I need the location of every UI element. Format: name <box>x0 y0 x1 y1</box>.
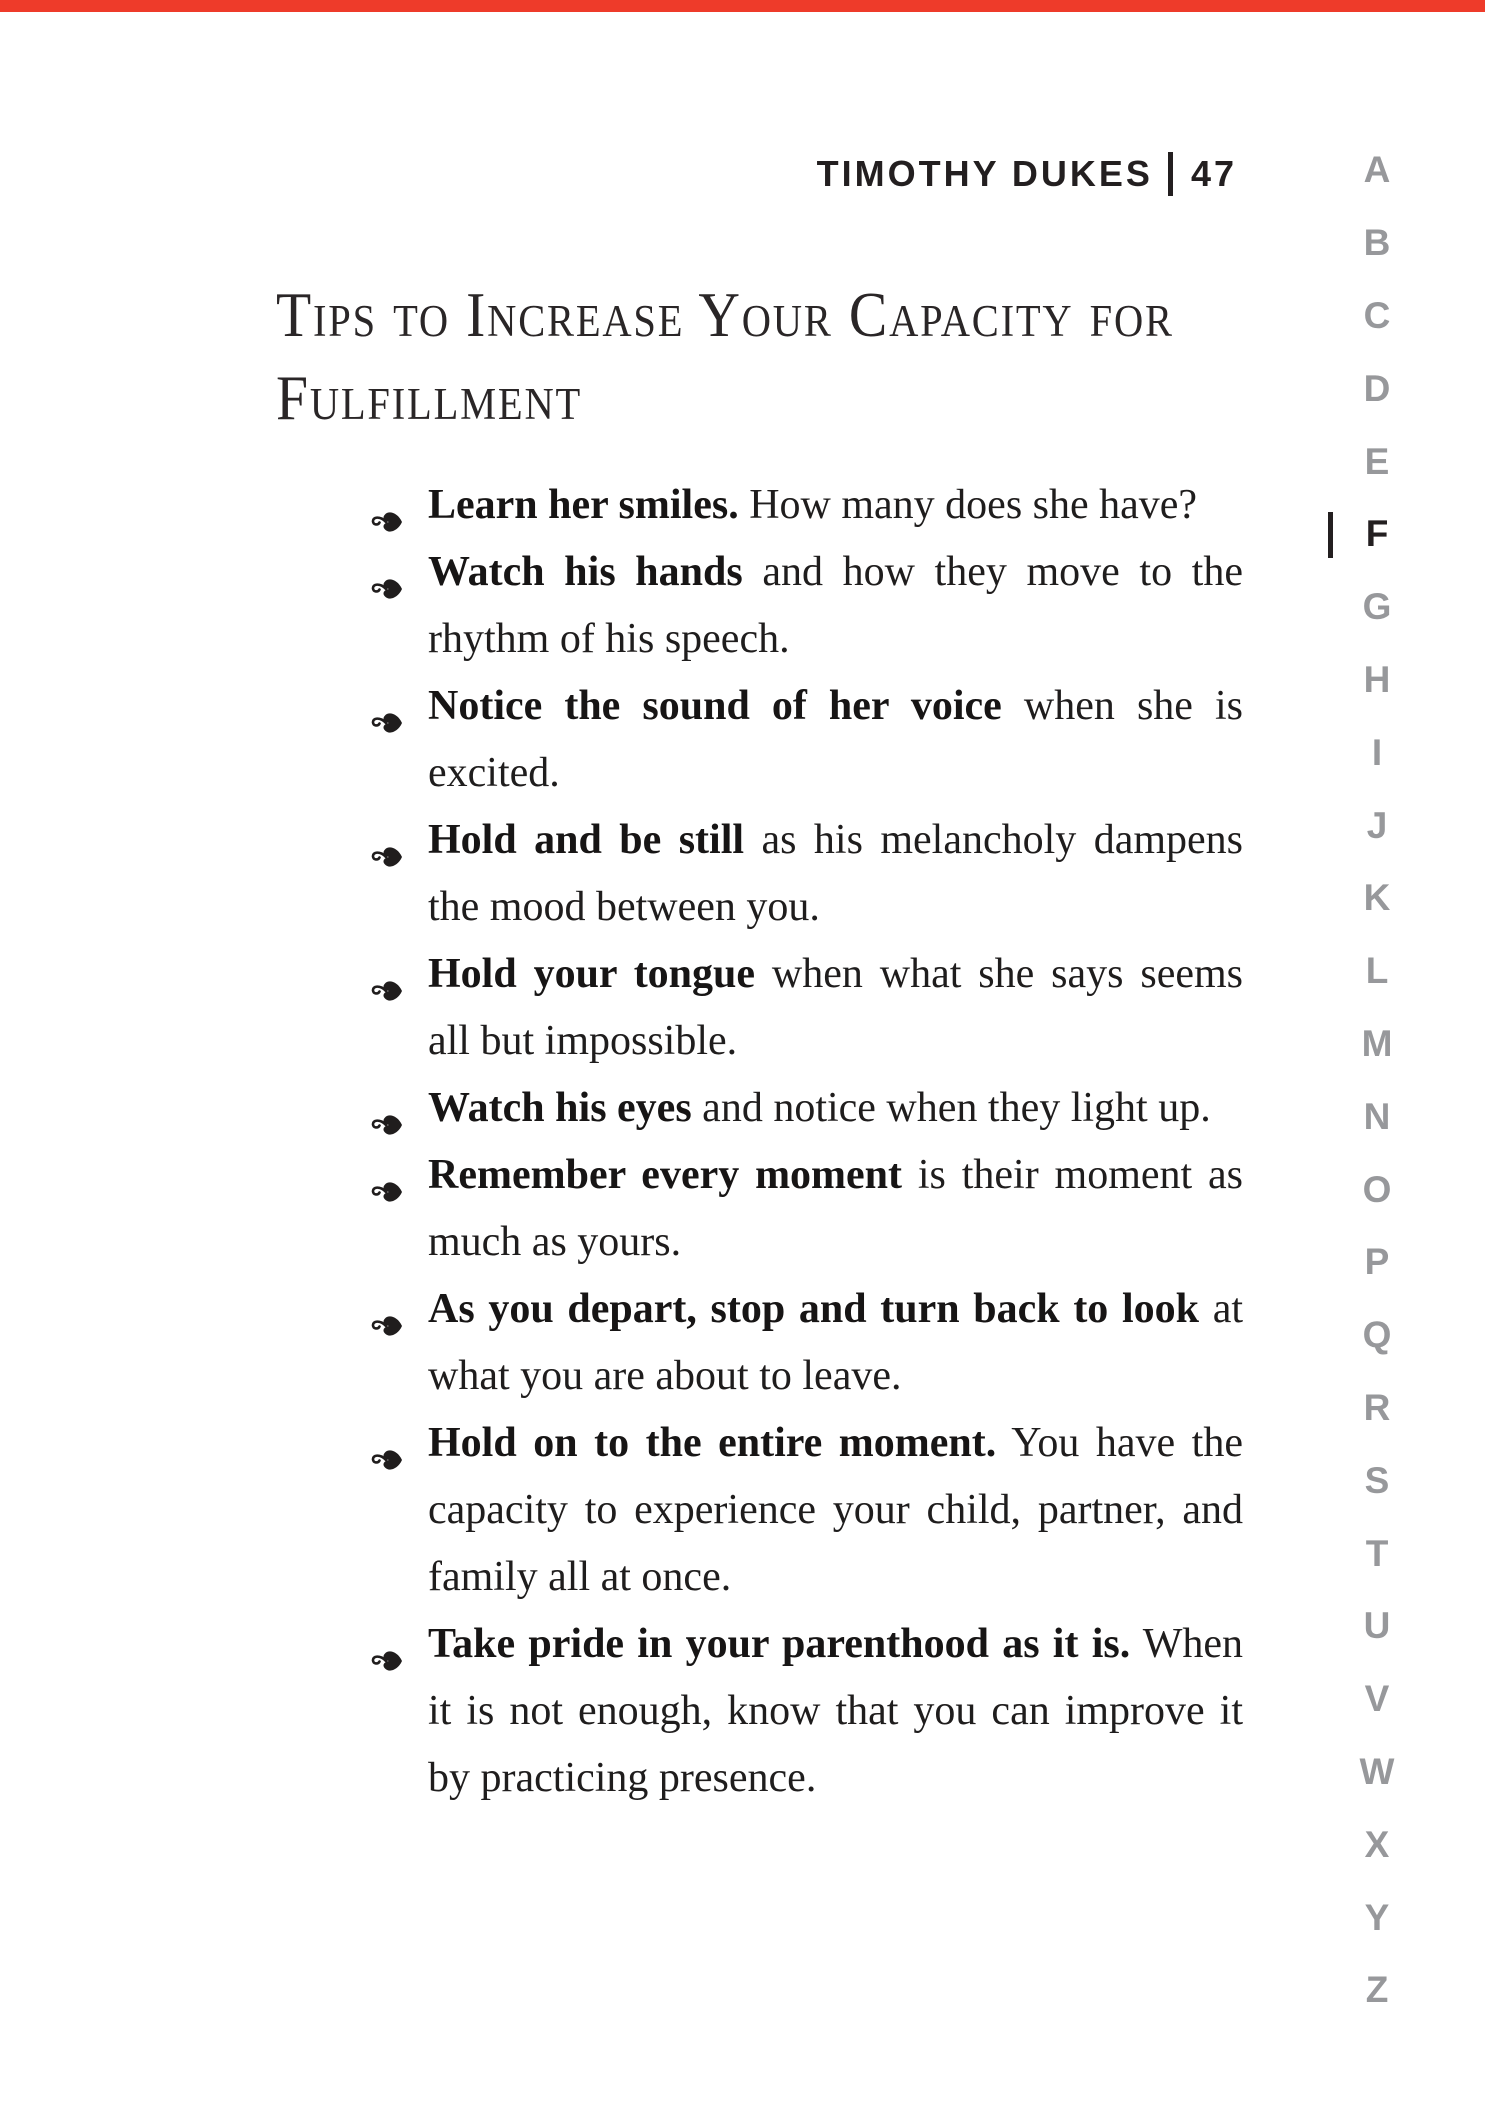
tip-item <box>368 673 1243 807</box>
alphabet-letter-label: D <box>1363 367 1391 409</box>
alphabet-letter-label: Z <box>1365 1969 1389 2011</box>
alphabet-letter-label: T <box>1365 1532 1389 1574</box>
alphabet-letter-label: B <box>1363 222 1391 264</box>
alphabet-letter-label: I <box>1371 731 1383 773</box>
alphabet-letter-label: J <box>1366 804 1388 846</box>
fleuron-arrow-icon <box>368 824 404 851</box>
alphabet-letter-label: X <box>1364 1823 1390 1865</box>
fleuron-arrow-icon <box>368 556 404 583</box>
fleuron-arrow-icon <box>368 1159 404 1186</box>
tip-rest: when what she says seems all but impossible. <box>428 951 1243 1064</box>
tip-item <box>368 941 1243 1075</box>
tip-rest: How many does she have? <box>749 482 1198 528</box>
alphabet-letter-label: H <box>1363 658 1391 700</box>
alphabet-index-letter-p[interactable] <box>1348 1226 1406 1299</box>
tip-lead: Hold your tongue <box>428 951 756 997</box>
alphabet-index-letter-w[interactable] <box>1348 1736 1406 1809</box>
running-header <box>817 152 1237 196</box>
alphabet-index-letter-o[interactable] <box>1348 1153 1406 1226</box>
alphabet-letter-label: G <box>1362 586 1392 628</box>
tip-item <box>368 1142 1243 1276</box>
alphabet-index-letter-e[interactable] <box>1348 425 1406 498</box>
tip-item <box>368 472 1243 539</box>
alphabet-letter-label: Q <box>1362 1314 1392 1356</box>
alphabet-index-rail <box>1348 134 1406 2027</box>
alphabet-index-letter-j[interactable] <box>1348 789 1406 862</box>
tip-lead: Hold on to the entire moment. <box>428 1420 997 1466</box>
alphabet-index-letter-m[interactable] <box>1348 1008 1406 1081</box>
alphabet-index-letter-u[interactable] <box>1348 1590 1406 1663</box>
top-progress-bar <box>0 0 1485 12</box>
tip-item <box>368 1276 1243 1410</box>
tips-list <box>368 472 1243 1812</box>
tip-rest: When it is not enough, know that you can improve it by practicing presence. <box>428 1621 1243 1801</box>
alphabet-index-letter-n[interactable] <box>1348 1080 1406 1153</box>
page-number: 47 <box>1190 153 1237 194</box>
tip-item <box>368 1611 1243 1812</box>
alphabet-letter-label: O <box>1362 1168 1392 1210</box>
active-letter-marker <box>1328 512 1333 558</box>
alphabet-index-letter-x[interactable] <box>1348 1808 1406 1881</box>
alphabet-letter-label: S <box>1364 1459 1390 1501</box>
alphabet-letter-label: L <box>1365 950 1389 992</box>
tip-rest: when she is excited. <box>428 683 1244 796</box>
fleuron-arrow-icon <box>368 1628 404 1655</box>
alphabet-letter-label: C <box>1363 294 1391 336</box>
tip-rest: at what you are about to leave. <box>428 1286 1243 1399</box>
tip-rest: You have the capacity to experience your child, partner, and family all at once. <box>428 1420 1243 1600</box>
tip-lead: Learn her smiles. <box>428 482 739 528</box>
alphabet-index-letter-t[interactable] <box>1348 1517 1406 1590</box>
alphabet-index-letter-q[interactable] <box>1348 1299 1406 1372</box>
chapter-title-line-1: Tips to Increase Your Capacity for <box>276 279 1174 350</box>
tip-lead: As you depart, stop and turn back to look <box>428 1286 1200 1332</box>
alphabet-letter-label: Y <box>1364 1896 1390 1938</box>
tip-item <box>368 1075 1243 1142</box>
header-divider <box>1168 152 1173 196</box>
alphabet-index-letter-b[interactable] <box>1348 207 1406 280</box>
alphabet-index-letter-c[interactable] <box>1348 280 1406 353</box>
author-name: TIMOTHY DUKES <box>816 153 1153 194</box>
tip-rest: as his melancholy dampens the mood between you. <box>428 817 1243 930</box>
alphabet-index-letter-f[interactable] <box>1348 498 1406 571</box>
alphabet-letter-label: R <box>1363 1386 1391 1428</box>
tip-rest: and how they move to the rhythm of his speech. <box>428 549 1243 662</box>
fleuron-arrow-icon <box>368 1427 404 1454</box>
alphabet-letter-label: N <box>1363 1095 1391 1137</box>
fleuron-arrow-icon <box>368 1092 404 1119</box>
alphabet-index-letter-a[interactable] <box>1348 134 1406 207</box>
alphabet-letter-label: F <box>1365 513 1389 555</box>
tip-rest: and notice when they light up. <box>702 1085 1211 1131</box>
alphabet-letter-label: V <box>1364 1678 1390 1720</box>
fleuron-arrow-icon <box>368 690 404 717</box>
fleuron-arrow-icon <box>368 1293 404 1320</box>
tip-item <box>368 1410 1243 1611</box>
alphabet-letter-label: E <box>1364 440 1390 482</box>
alphabet-index-letter-i[interactable] <box>1348 716 1406 789</box>
alphabet-index-letter-y[interactable] <box>1348 1881 1406 1954</box>
alphabet-letter-label: A <box>1363 149 1391 191</box>
fleuron-arrow-icon <box>368 489 404 516</box>
fleuron-arrow-icon <box>368 958 404 985</box>
alphabet-index-letter-g[interactable] <box>1348 571 1406 644</box>
alphabet-letter-label: W <box>1359 1750 1395 1792</box>
alphabet-index-letter-v[interactable] <box>1348 1663 1406 1736</box>
alphabet-letter-label: U <box>1363 1605 1391 1647</box>
tip-lead: Watch his hands <box>428 549 743 595</box>
tip-lead: Watch his eyes <box>428 1085 692 1131</box>
chapter-title <box>276 273 1174 439</box>
alphabet-index-letter-r[interactable] <box>1348 1372 1406 1445</box>
tip-lead: Notice the sound of her voice <box>428 683 1002 729</box>
alphabet-letter-label: K <box>1363 877 1391 919</box>
tip-item <box>368 539 1243 673</box>
alphabet-index-letter-d[interactable] <box>1348 352 1406 425</box>
chapter-title-line-2: Fulfillment <box>276 362 583 433</box>
alphabet-index-letter-k[interactable] <box>1348 862 1406 935</box>
alphabet-index-letter-s[interactable] <box>1348 1444 1406 1517</box>
tip-lead: Take pride in your parenthood as it is. <box>428 1621 1131 1667</box>
tip-rest: is their moment as much as yours. <box>428 1152 1243 1265</box>
alphabet-index-letter-l[interactable] <box>1348 935 1406 1008</box>
alphabet-letter-label: M <box>1361 1022 1393 1064</box>
alphabet-index-letter-z[interactable] <box>1348 1954 1406 2027</box>
tip-item <box>368 807 1243 941</box>
tip-lead: Remember every moment <box>428 1152 903 1198</box>
alphabet-index-letter-h[interactable] <box>1348 644 1406 717</box>
tip-lead: Hold and be still <box>428 817 745 863</box>
alphabet-letter-label: P <box>1364 1241 1390 1283</box>
